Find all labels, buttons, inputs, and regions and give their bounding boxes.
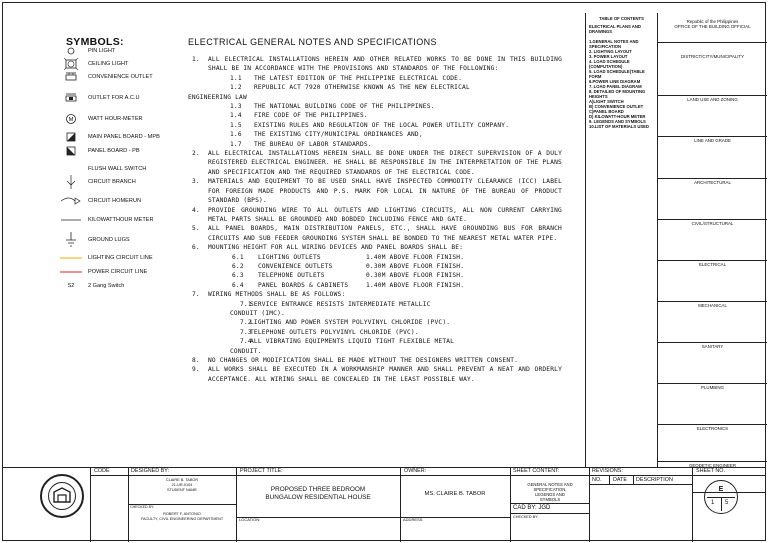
address-label: ADDRESS: <box>403 517 424 522</box>
ceiling-light-icon <box>58 57 84 71</box>
divider <box>236 517 510 518</box>
main-panel-board-icon <box>58 130 84 144</box>
symbol-label: CEILING LIGHT <box>88 60 129 67</box>
row-number: 7.3 <box>240 328 252 336</box>
circuit-homerun-icon <box>58 194 84 208</box>
toc-item: 4. LOAD SCHEDULE (COMPUTATION) <box>589 59 630 69</box>
office-header <box>658 13 767 43</box>
row-item: PANEL BOARDS & CABINETS <box>258 281 349 289</box>
checked-by-label: CHECKED BY: <box>130 505 155 509</box>
symbol-label: LIGHTING CIRCUIT LINE <box>88 254 153 261</box>
sub-text: EXISTING RULES AND REGULATION OF THE LOCAL POWER UTILITY COMPANY. <box>254 121 510 129</box>
toc-item: D) KILOWATT-HOUR METER <box>589 114 646 119</box>
note-sub <box>188 102 562 111</box>
sub-text: THE LATEST EDITION OF THE PHILIPPINE ELECTRICAL CODE. <box>254 74 463 82</box>
toc-item: 1.GENERAL NOTES AND SPECIFICATION <box>589 39 639 49</box>
row-number: 6.3 <box>232 272 244 280</box>
watt-hour-meter-icon <box>58 112 84 126</box>
note-sub <box>188 130 562 139</box>
kilowatthour-meter-icon <box>58 213 84 227</box>
mounting-height-row <box>188 262 562 271</box>
sub-number: 1.3 <box>230 103 242 111</box>
circuit-branch-icon <box>58 175 84 189</box>
note-text: ALL PANEL BOARDS, MAIN DISTRIBUTION PANELS, ETC., SHALL HAVE GROUNDING BUS FOR BRANCH CIRCUITS AND SUB FEEDER GROUNDING SYSTEM SHALL BE BONDED TO THE NEAREST METAL WATER PIPE. <box>208 225 562 242</box>
divider <box>589 484 692 485</box>
symbol-row-panel-board <box>58 144 188 158</box>
row-height: 0.30M ABOVE FLOOR FINISH. <box>366 262 465 270</box>
note-text: MOUNTING HEIGHT FOR ALL WIRING DEVICES AND PANEL BOARDS SHALL BE: <box>208 244 464 252</box>
approval-label: LAND USE AND ZONING <box>658 95 767 102</box>
general-notes <box>188 55 562 384</box>
sheet-no-label: SHEET NO. <box>696 468 725 474</box>
lighting-circuit-line-icon <box>58 251 84 265</box>
designer-block <box>128 478 236 493</box>
toc-item: A)LIGHT SWITCH <box>589 99 624 104</box>
sub-number: 1.5 <box>230 121 242 129</box>
code-label: CODE <box>94 468 110 474</box>
toc-section: ELECTRICAL PLANS AND DRAWINGS <box>589 24 641 34</box>
note-item <box>188 365 562 384</box>
note-item <box>188 243 562 252</box>
row-text: LIGHTING AND POWER SYSTEM POLYVINYL CHLORIDE (PVC). <box>250 319 451 327</box>
designed-by-label: DESIGNED BY: <box>131 468 170 474</box>
location-label: LOCATION: <box>239 517 261 522</box>
checker-dept: FACULTY, CIVIL ENGINEERING DEPARTMENT <box>140 517 224 521</box>
designer-role: STUDENT NAME <box>167 488 197 492</box>
note-continuation: ENGINEERING LAW <box>188 93 247 101</box>
note-number: 4. <box>192 206 200 214</box>
mounting-height-row <box>188 253 562 262</box>
project-line: BUNGALOW RESIDENTIAL HOUSE <box>265 494 371 501</box>
symbol-label: PIN LIGHT <box>88 47 116 54</box>
approval-label: CIVIL/STRUCTURAL <box>658 219 767 226</box>
wiring-row <box>230 337 562 346</box>
symbol-row-circuit-branch <box>58 175 188 189</box>
designer-id: 21-UR-0104 <box>171 483 193 487</box>
note-sub <box>188 74 562 83</box>
note-text: WIRING METHODS SHALL BE AS FOLLOWS: <box>208 291 346 299</box>
note-number: 2. <box>192 150 200 158</box>
note-number: 7. <box>192 291 200 299</box>
symbol-row-pin-light <box>58 44 188 58</box>
note-text: ALL ELECTRICAL INSTALLATIONS HEREIN SHALL BE DONE UNDER THE DIRECT SUPERVISION OF A DULY REGISTERED ELECTRICAL ENGINEER. HE SHALL BE RESPONSIBLE IN THE INTERPRETATION OF THE PLANS AND SPECIFICATION AND THE REQUIRED STANDARDS OF THE ELECTRICAL CODE. <box>208 150 562 176</box>
symbol-row-acu-outlet <box>58 91 188 105</box>
symbol-row-convenience-outlet <box>58 70 188 84</box>
note-item <box>188 224 562 243</box>
toc-item: 2. LIGHTING LAYOUT <box>589 49 632 54</box>
symbol-row-kilowatthour-meter <box>58 213 188 227</box>
sheet-content: GENERAL NOTES AND SPECIFICATION, LEGENDS AND SYMBOLS <box>527 482 573 502</box>
sub-text: FIRE CODE OF THE PHILIPPINES. <box>254 112 368 120</box>
flush-wall-switch-icon <box>58 162 84 176</box>
symbol-label: PANEL BOARD - PB <box>88 147 140 154</box>
owner-name: MS. CLAIRE B. TABOR <box>424 491 486 497</box>
sub-number: 1.4 <box>230 112 242 120</box>
row-number: 6.4 <box>232 281 244 289</box>
wiring-methods <box>188 300 562 356</box>
note-text: PROVIDE GROUNDING WIRE TO ALL OUTLETS AND LIGHTING CIRCUITS, ALL NON CURRENT CARRYING METAL PARTS SHALL BE GROUNDED AND BOBDED INCLUDING FENCE AND GATE. <box>208 206 562 223</box>
symbol-row-flush-wall-switch <box>58 162 188 176</box>
sub-number: 1.6 <box>230 131 242 139</box>
sub-text: REPUBLIC ACT 7920 OTHERWISE KNOWN AS THE NEW ELECTRICAL <box>254 84 470 92</box>
divider <box>510 513 589 514</box>
sheet-content-label: SHEET CONTENT: <box>513 468 560 474</box>
mounting-height-row <box>188 281 562 290</box>
sheet-number: 1 <box>711 500 715 506</box>
toc-item: 5. LOAD SCHEDULE(TABLE FORM <box>589 69 645 79</box>
revision-no-header: NO. <box>592 477 602 483</box>
note-text: MATERIALS AND EQUIPMENT TO BE USED SHALL HAVE INSPECTED COMMODITY CLEARANCE (ICC) LABEL FOR FOREIGN MADE PRODUCTS AND P.S. MARK FOR LOCAL IN NATURE OF THE BUREAU OF PRODUCT STANDARD (BPS). <box>208 178 562 205</box>
notes-title: ELECTRICAL GENERAL NOTES AND SPECIFICATIONS <box>188 37 437 47</box>
divider <box>609 475 610 484</box>
revisions-label: REVISIONS: <box>592 468 623 474</box>
toc-item: B) CONVENIENCE OUTLET <box>589 104 644 109</box>
symbol-row-watt-hour-meter <box>58 112 188 126</box>
note-item <box>188 149 562 177</box>
symbol-row-ground-lugs <box>58 233 188 247</box>
row-continuation: CONDUIT (IMC). <box>230 309 285 317</box>
toc-title: TABLE OF CONTENTS <box>599 16 644 21</box>
symbols-title: SYMBOLS: <box>66 36 124 48</box>
pin-light-icon <box>58 44 84 58</box>
sheet-letter: E <box>718 486 724 493</box>
note-item <box>188 55 562 74</box>
checker-block <box>128 512 236 522</box>
symbol-row-two-gang-switch <box>58 279 188 293</box>
note-sub <box>188 140 562 149</box>
row-height: 1.40M ABOVE FLOOR FINISH. <box>366 281 465 289</box>
symbol-row-main-panel-board <box>58 130 188 144</box>
revision-date-header: DATE <box>613 477 627 483</box>
wiring-row <box>230 318 562 327</box>
two-gang-switch-icon: S2 <box>67 283 75 289</box>
divider <box>90 475 766 476</box>
note-number: 8. <box>192 357 200 364</box>
symbol-label: POWER CIRCUIT LINE <box>88 268 148 275</box>
toc-item: C)PANEL BOARD <box>589 109 624 114</box>
row-number: 7.1 <box>240 300 252 308</box>
row-text: TELEPHONE OUTLETS POLYVINYL CHLORIDE (PVC). <box>250 328 419 336</box>
symbol-label: MAIN PANEL BOARD - MPB <box>88 133 160 140</box>
symbol-label: FLUSH WALL SWITCH <box>88 165 147 172</box>
approval-panel <box>658 13 767 468</box>
row-text: SERVICE ENTRANCE RESISTS INTERMEDIATE METALLIC <box>250 300 431 308</box>
table-of-contents <box>586 13 658 467</box>
symbol-label: KILOWATTHOUR METER <box>88 216 154 223</box>
row-text: ALL VIBRATING EQUIPMENTS LIQUID TIGHT FLEXIBLE METAL <box>250 338 455 346</box>
svg-text:M: M <box>68 117 74 123</box>
symbol-row-circuit-homerun <box>58 194 188 208</box>
sub-number: 1.7 <box>230 140 242 148</box>
note-number: 3. <box>192 178 200 186</box>
toc-item: 10.LIST OF MATERIALS USED <box>589 124 649 129</box>
note-item <box>188 177 562 205</box>
sub-text: THE BUREAU OF LABOR STANDARDS. <box>254 140 372 148</box>
project-title-label: PROJECT TITLE: <box>240 468 283 474</box>
row-height: 0.30M ABOVE FLOOR FINISH. <box>366 272 465 280</box>
approval-label: MECHANICAL <box>658 301 767 308</box>
note-number: 5. <box>192 225 200 233</box>
symbol-label: WATT HOUR-METER <box>88 115 143 122</box>
wiring-row <box>230 300 562 309</box>
row-number: 6.2 <box>232 262 244 270</box>
row-continuation: CONDUIT. <box>230 347 262 355</box>
note-text: NO CHANGES OR MODIFICATION SHALL BE MADE WITHOUT THE DESIGNERS WRITTEN CONSENT. <box>208 357 519 364</box>
note-item <box>188 206 562 225</box>
row-number: 6.1 <box>232 253 244 261</box>
note-sub <box>188 83 562 92</box>
office-text: OFFICE OF THE BUILDING OFFICIAL <box>674 24 751 30</box>
project-title <box>236 486 400 502</box>
sheet-divider <box>721 497 722 511</box>
right-column <box>585 13 766 467</box>
symbol-row-lighting-circuit-line <box>58 251 188 265</box>
project-line: PROPOSED THREE BEDROOM <box>270 486 366 493</box>
sub-text: THE EXISTING CITY/MUNICIPAL ORDINANCES AND, <box>254 131 423 139</box>
toc-item: 9. LEGENDS AND SYMBOLS <box>589 119 646 124</box>
divider <box>510 503 589 504</box>
divider <box>510 468 511 542</box>
convenience-outlet-icon <box>58 70 84 84</box>
row-number: 7.2 <box>240 319 252 327</box>
toc-item: 8. DETAILED OF MOUNTING HEIGHTS <box>589 89 646 99</box>
seal-emblem-icon <box>42 476 82 516</box>
sub-number: 1.2 <box>230 84 242 92</box>
note-number: 1. <box>192 56 200 63</box>
acu-outlet-icon <box>58 91 84 105</box>
checked-by-label-2: CHECKED BY: <box>513 515 539 519</box>
checker-name: ROBERT F. ANTONIO <box>163 512 201 516</box>
university-seal-icon <box>40 474 84 518</box>
symbol-row-ceiling-light <box>58 57 188 71</box>
row-item: CONVENIENCE OUTLETS <box>258 262 333 270</box>
symbol-row-power-circuit-line <box>58 265 188 279</box>
approval-label: ARCHITECTURAL <box>658 178 767 185</box>
note-number: 6. <box>192 244 200 252</box>
row-number: 7.4 <box>240 338 252 346</box>
owner-label: OWNER: <box>404 468 427 474</box>
approval-label: ELECTRICAL <box>658 260 767 267</box>
symbol-label: CONVENIENCE OUTLET <box>88 73 153 80</box>
title-block <box>2 467 766 541</box>
sub-number: 1.1 <box>230 74 242 82</box>
sheet-number-circle <box>704 480 738 514</box>
republic-text: Republic of the Philippines <box>686 19 739 24</box>
ground-lugs-icon <box>58 233 84 247</box>
divider <box>236 468 237 542</box>
approval-label: ELECTRONICS <box>658 424 767 431</box>
note-number: 9. <box>192 366 200 374</box>
row-height: 1.40M ABOVE FLOOR FINISH. <box>366 253 465 261</box>
divider <box>692 468 693 542</box>
note-text: ALL WORKS SHALL BE EXECUTED IN A WORKMANSHIP MANNER AND SHALL PREVENT A NEAT AND ORDERLY ACCEPTANCE. ALL WIRING SHALL BE CONCEALED IN THE LEAST POSSIBLE WAY. <box>208 366 562 383</box>
symbol-label: CIRCUIT HOMERUN <box>88 197 142 204</box>
approval-label: LINE AND GRADE <box>658 136 767 143</box>
sub-text: THE NATIONAL BUILDING CODE OF THE PHILIPPINES. <box>254 103 435 111</box>
approval-label: SANITARY <box>658 342 767 349</box>
divider <box>633 475 634 484</box>
cad-by: CAD BY: JGD <box>513 505 551 511</box>
mounting-height-row <box>188 271 562 280</box>
district-label: DISTRICT/CITY/MUNICIPALITY <box>680 54 745 59</box>
panel-board-icon <box>58 144 84 158</box>
symbol-label: CIRCUIT BRANCH <box>88 178 136 185</box>
divider <box>90 468 91 542</box>
row-item: TELEPHONE OUTLETS <box>258 272 325 280</box>
sheet-total: 5 <box>725 500 729 506</box>
approval-label: GEODETIC ENGINEER <box>658 461 767 468</box>
wiring-row <box>230 328 562 337</box>
symbol-label: GROUND LUGS <box>88 236 130 243</box>
toc-item: 6.POWER LINE DIAGRAM <box>589 79 641 84</box>
revision-description-header: DESCRIPTION <box>636 477 673 483</box>
power-circuit-line-icon <box>58 265 84 279</box>
toc-item: 3. POWER LAYOUT <box>589 54 628 59</box>
row-item: LIGHTING OUTLETS <box>258 253 321 261</box>
note-text: ALL ELECTRICAL INSTALLATIONS HEREIN AND OTHER RELATED WORKS TO BE DONE IN THIS BUILDING SHALL BE IN ACCORDANCE WITH THE PROVISIONS AND STANDARDS OF THE FOLLOWING: <box>208 56 562 73</box>
divider <box>589 468 590 542</box>
toc-item: 7. LOAD PANEL DIAGRAM <box>589 84 642 89</box>
symbol-label: 2 Gang Switch <box>88 282 125 289</box>
designer-name: CLAIRE B. TABOR <box>165 478 199 482</box>
note-item <box>188 290 562 299</box>
note-sub <box>188 121 562 130</box>
note-item <box>188 356 562 365</box>
symbol-label: OUTLET FOR A.C.U <box>88 94 140 101</box>
approval-label: PLUMBING <box>658 383 767 390</box>
divider <box>400 468 401 542</box>
note-sub <box>188 111 562 120</box>
